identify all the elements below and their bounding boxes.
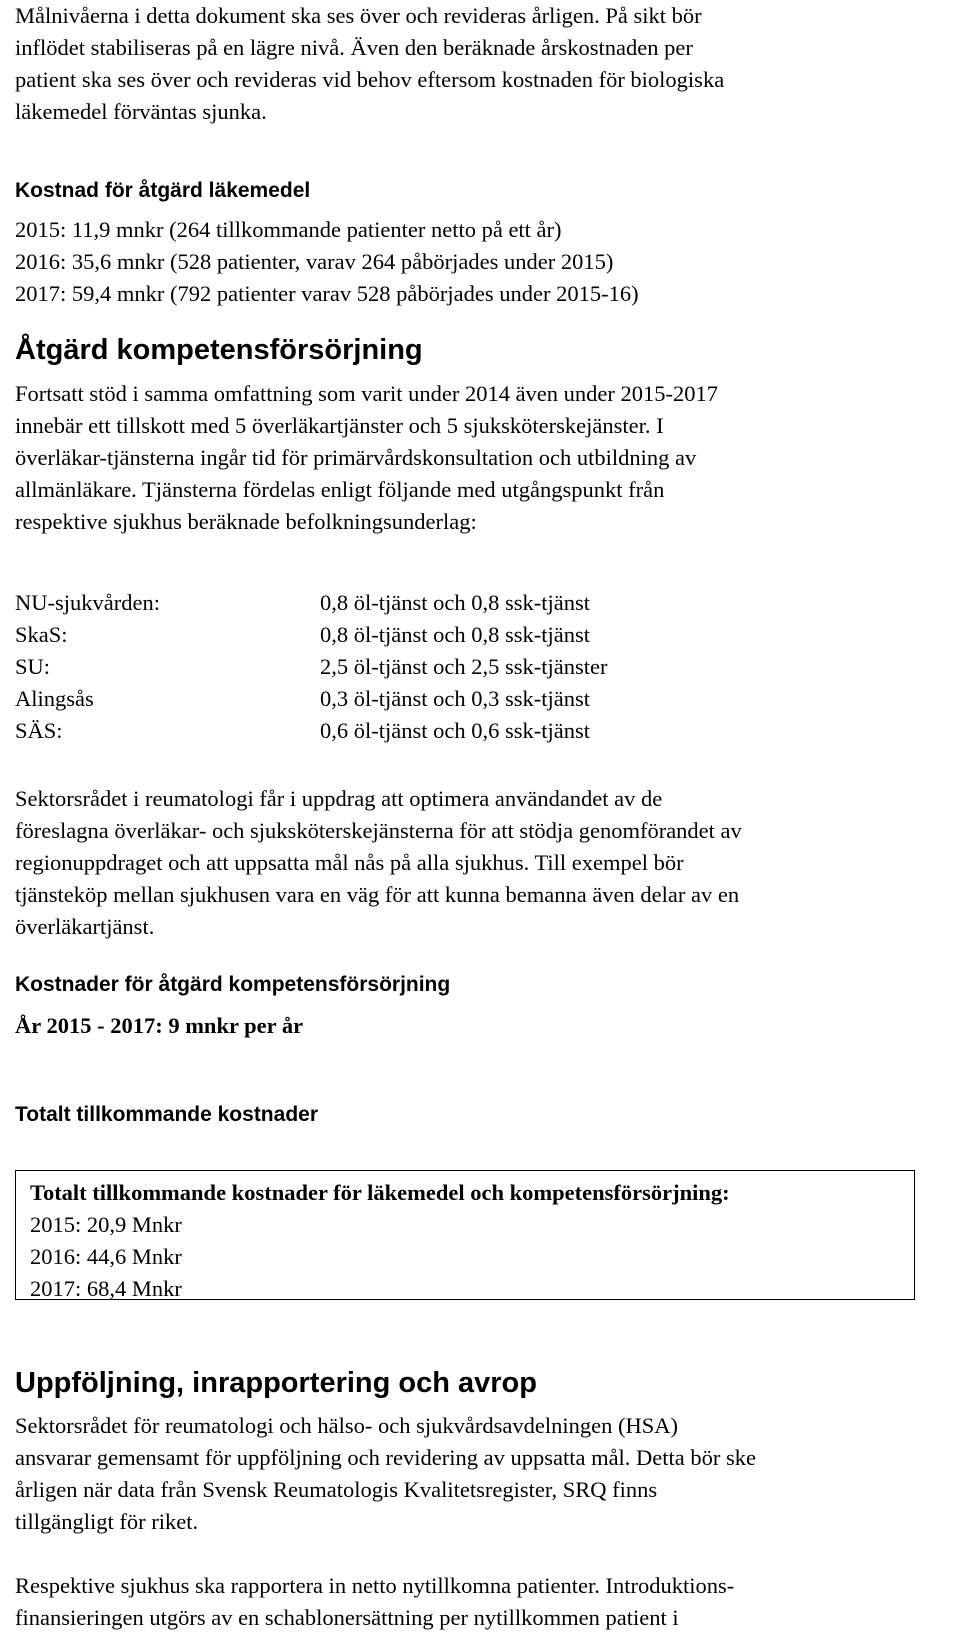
followup-paragraph xyxy=(15,1410,945,1538)
distribution-row xyxy=(15,715,607,747)
total-summary-box xyxy=(15,1170,915,1300)
competence-paragraph xyxy=(15,378,945,538)
total-box-title: Totalt tillkommande kostnader för läkemedel och kompetensförsörjning: xyxy=(30,1180,730,1205)
hospital-name: SU: xyxy=(15,654,51,679)
allocation: 2,5 öl-tjänst och 2,5 ssk-tjänster xyxy=(320,654,608,679)
medicine-cost-heading: Kostnad för åtgärd läkemedel xyxy=(15,179,311,202)
intro-paragraph xyxy=(15,0,945,128)
report-paragraph xyxy=(15,1570,945,1634)
followup-line: årligen när data från Svensk Reumatologis Kvalitetsregister, SRQ finns xyxy=(15,1477,658,1502)
hospital-name: NU-sjukvården: xyxy=(15,590,160,615)
sector-line: Sektorsrådet i reumatologi får i uppdrag att optimera användandet av de xyxy=(15,786,663,811)
intro-line: patient ska ses över och revideras vid behov eftersom kostnaden för biologiska xyxy=(15,67,725,92)
distribution-row xyxy=(15,587,607,619)
sector-line: föreslagna överläkar- och sjuksköterskejänsterna för att stödja genomförandet av xyxy=(15,818,742,843)
sector-line: regionuppdraget och att uppsatta mål nås på alla sjukhus. Till exempel bör xyxy=(15,850,684,875)
allocation: 0,8 öl-tjänst och 0,8 ssk-tjänst xyxy=(320,590,590,615)
sector-line: överläkartjänst. xyxy=(15,914,155,939)
total-year-line: 2016: 44,6 Mnkr xyxy=(30,1244,182,1269)
sector-council-paragraph xyxy=(15,783,945,943)
sector-line: tjänsteköp mellan sjukhusen vara en väg för att kunna bemanna även delar av en xyxy=(15,882,740,907)
allocation: 0,6 öl-tjänst och 0,6 ssk-tjänst xyxy=(320,718,590,743)
hospital-name: SÄS: xyxy=(15,718,63,743)
intro-line: inflödet stabiliseras på en lägre nivå. Även den beräknade årskostnaden per xyxy=(15,35,693,60)
allocation: 0,8 öl-tjänst och 0,8 ssk-tjänst xyxy=(320,622,590,647)
followup-line: Sektorsrådet för reumatologi och hälso- och sjukvårdsavdelningen (HSA) xyxy=(15,1413,678,1438)
medicine-cost-line: 2016: 35,6 mnkr (528 patienter, varav 264 påbörjades under 2015) xyxy=(15,249,614,274)
medicine-cost-line: 2015: 11,9 mnkr (264 tillkommande patienter netto på ett år) xyxy=(15,217,562,242)
total-year-line: 2015: 20,9 Mnkr xyxy=(30,1212,182,1237)
distribution-table xyxy=(15,587,607,747)
total-year-line: 2017: 68,4 Mnkr xyxy=(30,1276,182,1301)
medicine-cost-list xyxy=(15,214,945,310)
followup-heading: Uppföljning, inrapportering och avrop xyxy=(15,1367,537,1399)
distribution-row xyxy=(15,683,607,715)
competence-line: allmänläkare. Tjänsterna fördelas enligt följande med utgångspunkt från xyxy=(15,477,665,502)
intro-line: Målnivåerna i detta dokument ska ses över och revideras årligen. På sikt bör xyxy=(15,3,702,28)
report-line: finansieringen utgörs av en schablonersättning per nytillkommen patient i xyxy=(15,1605,679,1630)
competence-line: överläkar-tjänsterna ingår tid för primärvårdskonsultation och utbildning av xyxy=(15,445,697,470)
competence-line: respektive sjukhus beräknade befolkningsunderlag: xyxy=(15,509,477,534)
intro-line: läkemedel förväntas sjunka. xyxy=(15,99,267,124)
followup-line: tillgängligt för riket. xyxy=(15,1509,199,1534)
hospital-name: Alingsås xyxy=(15,686,94,711)
report-line: Respektive sjukhus ska rapportera in netto nytillkomna patienter. Introduktions- xyxy=(15,1573,735,1598)
competence-line: innebär ett tillskott med 5 överläkartjänster och 5 sjuksköterskejänster. I xyxy=(15,413,664,438)
total-heading: Totalt tillkommande kostnader xyxy=(15,1103,318,1126)
competence-cost-value: År 2015 - 2017: 9 mnkr per år xyxy=(15,1013,304,1038)
competence-heading: Åtgärd kompetensförsörjning xyxy=(15,334,423,366)
competence-line: Fortsatt stöd i samma omfattning som varit under 2014 även under 2015-2017 xyxy=(15,381,719,406)
medicine-cost-line: 2017: 59,4 mnkr (792 patienter varav 528 påbörjades under 2015-16) xyxy=(15,281,639,306)
competence-cost-heading: Kostnader för åtgärd kompetensförsörjning xyxy=(15,973,451,996)
followup-line: ansvarar gemensamt för uppföljning och revidering av uppsatta mål. Detta bör ske xyxy=(15,1445,757,1470)
allocation: 0,3 öl-tjänst och 0,3 ssk-tjänst xyxy=(320,686,590,711)
hospital-name: SkaS: xyxy=(15,622,68,647)
distribution-row xyxy=(15,619,607,651)
distribution-row xyxy=(15,651,607,683)
